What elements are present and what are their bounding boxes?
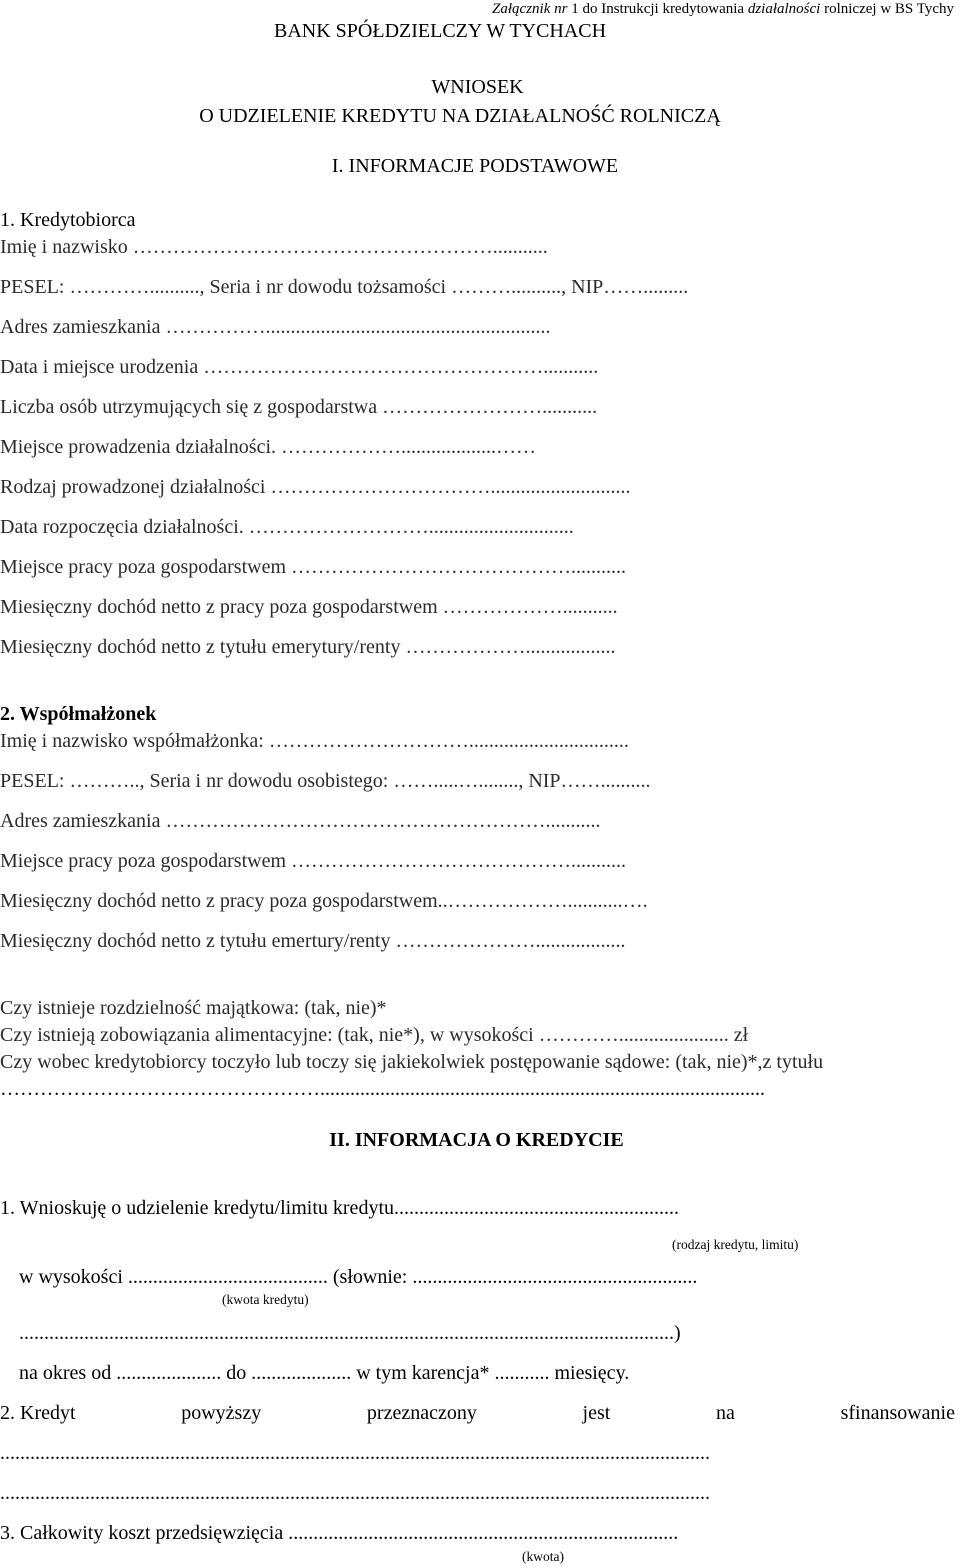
form-title-line2: O UDZIELENIE KREDYTU NA DZIAŁALNOŚĆ ROLNICZĄ	[199, 105, 721, 127]
borrower-field-address[interactable]: Adres zamieszkania …………….........................................................	[0, 316, 551, 338]
spouse-field-pesel[interactable]: PESEL: ……….., Seria i nr dowodu osobistego: …….....…........, NIP……..........	[0, 770, 651, 792]
section1-heading: I. INFORMACJE PODSTAWOWE	[331, 155, 619, 177]
section2-heading: II. INFORMACJA O KREDYCIE	[329, 1129, 624, 1151]
attachment-num: 1 do Instrukcji kredytowania	[567, 1, 748, 17]
credit-type-hint: (rodzaj kredytu, limitu)	[672, 1237, 799, 1252]
borrower-field-birth[interactable]: Data i miejsce urodzenia ……………………………………………...........	[0, 356, 599, 378]
credit-period-field[interactable]: na okres od ..................... do .................... w tym karencja* ........... miesięcy.	[19, 1362, 630, 1384]
spouse-field-work-income[interactable]: Miesięczny dochód netto z pracy poza gospodarstwem..………………...........….	[0, 890, 648, 912]
borrower-field-name[interactable]: Imię i nazwisko ………………………………………………...........	[0, 236, 548, 258]
total-cost-hint: (kwota)	[522, 1549, 564, 1564]
borrower-field-household[interactable]: Liczba osób utrzymujących się z gospodarstwa ……………………...........	[0, 396, 598, 418]
spouse-field-pension-income[interactable]: Miesięczny dochód netto z tytułu emertury/renty …………………..................	[0, 930, 626, 952]
question-alimony[interactable]: Czy istnieją zobowiązania alimentacyjne: (tak, nie*), w wysokości …………...................... zł	[0, 1024, 749, 1046]
bank-name: BANK SPÓŁDZIELCZY W TYCHACH	[274, 20, 607, 42]
borrower-field-business-place[interactable]: Miejsce prowadzenia działalności. ………………...................……	[0, 436, 536, 458]
attachment-italic: działalności	[747, 1, 821, 17]
credit-purpose-fill-2[interactable]: ..............................................................................................................................................	[0, 1482, 710, 1504]
spouse-field-name[interactable]: Imię i nazwisko współmałżonka: …………………………................................	[0, 730, 629, 752]
borrower-field-business-start[interactable]: Data rozpoczęcia działalności. ……………………….............................	[0, 516, 574, 538]
question-court-proceedings-fill[interactable]: ………………………………………….........................................................................................	[0, 1078, 765, 1100]
credit-amount-field[interactable]: w wysokości ........................................ (słownie: .........................................................	[19, 1266, 698, 1288]
credit-type-field[interactable]: 1. Wnioskuję o udzielenie kredytu/limitu kredytu.........................................................	[0, 1197, 679, 1219]
purpose-word-2: powyższy	[181, 1402, 262, 1424]
attachment-note	[492, 0, 954, 18]
form-title-line1: WNIOSEK	[431, 76, 524, 98]
spouse-field-address[interactable]: Adres zamieszkania …………………………………………………...........	[0, 810, 601, 832]
credit-purpose-fill-1[interactable]: ..............................................................................................................................................	[0, 1442, 710, 1464]
purpose-word-4: jest	[582, 1402, 611, 1424]
attachment-suffix: rolniczej w BS Tychy	[820, 1, 954, 17]
total-cost-field[interactable]: 3. Całkowity koszt przedsięwzięcia ..............................................................................	[0, 1522, 679, 1544]
question-court-proceedings[interactable]: Czy wobec kredytobiorcy toczyło lub toczy się jakiekolwiek postępowanie sądowe: (tak, nie)*,z tytułu	[0, 1051, 824, 1073]
purpose-word-3: przeznaczony	[366, 1402, 477, 1424]
spouse-heading: 2. Współmałżonek	[0, 703, 157, 725]
borrower-field-pesel[interactable]: PESEL: ………….........., Seria i nr dowodu tożsamości ……….........., NIP…….........	[0, 276, 689, 298]
credit-purpose-line	[0, 1401, 955, 1425]
purpose-word-5: na	[715, 1402, 735, 1424]
borrower-field-pension-income[interactable]: Miesięczny dochód netto z tytułu emerytury/renty ………………..................	[0, 636, 616, 658]
borrower-field-business-type[interactable]: Rodzaj prowadzonej działalności ……………………………............................	[0, 476, 631, 498]
purpose-word-6: sfinansowanie	[840, 1402, 955, 1424]
borrower-field-work-income[interactable]: Miesięczny dochód netto z pracy poza gospodarstwem ………………...........	[0, 596, 618, 618]
purpose-word-1: 2. Kredyt	[0, 1402, 76, 1424]
spouse-field-workplace[interactable]: Miejsce pracy poza gospodarstwem ……………………………………...........	[0, 850, 627, 872]
borrower-heading: 1. Kredytobiorca	[0, 209, 136, 231]
credit-amount-hint: (kwota kredytu)	[222, 1292, 309, 1307]
question-property-separation[interactable]: Czy istnieje rozdzielność majątkowa: (tak, nie)*	[0, 997, 387, 1019]
credit-amount-words-cont[interactable]: ...................................................................................................................................)	[19, 1322, 681, 1344]
borrower-field-workplace[interactable]: Miejsce pracy poza gospodarstwem ……………………………………...........	[0, 556, 627, 578]
attachment-prefix: Załącznik nr	[492, 1, 568, 17]
